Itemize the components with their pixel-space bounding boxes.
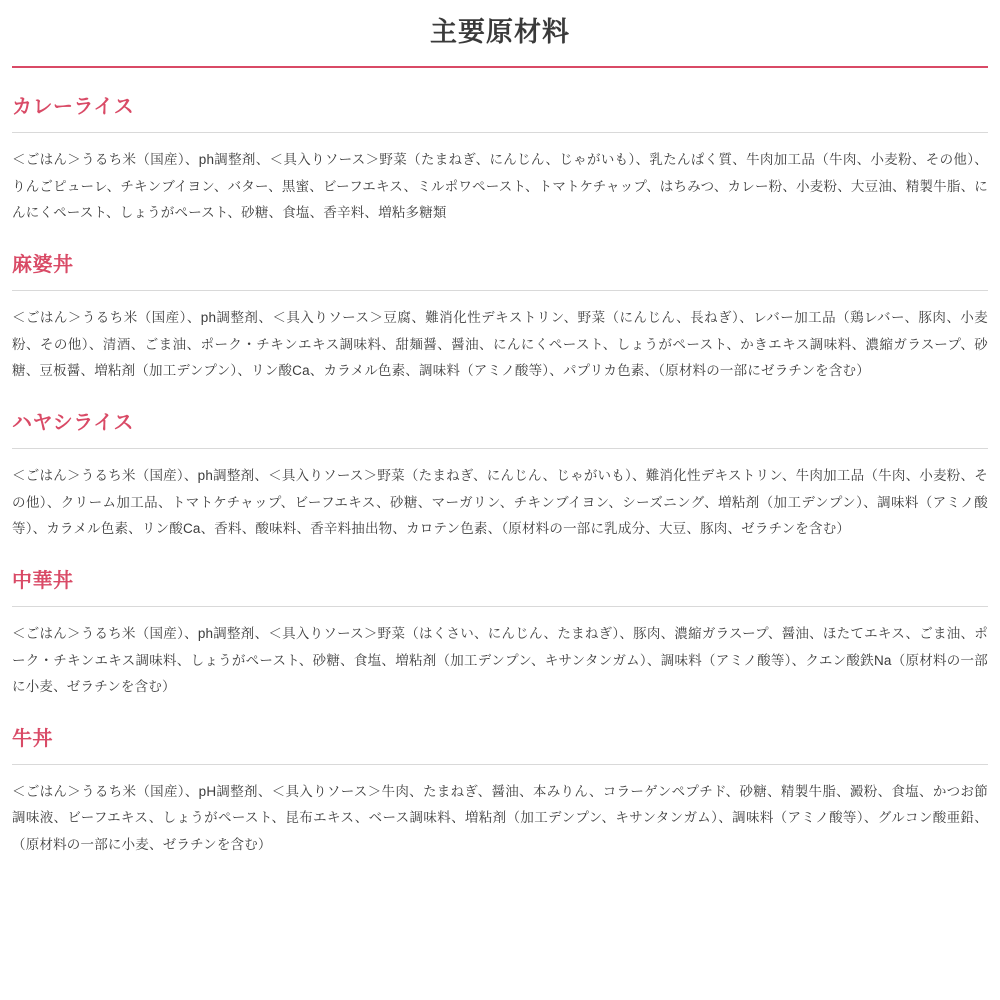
section-mabo-don [12,252,988,384]
section-heading: 麻婆丼 [12,254,74,277]
document-page [0,16,1000,894]
page-title: 主要原材料 [430,17,570,47]
section-divider [12,764,988,765]
section-body: ＜ごはん＞うるち米（国産）、ph調整剤、＜具入りソース＞野菜（たまねぎ、にんじん、じゃがいも）、難消化性デキストリン、牛肉加工品（牛肉、小麦粉、その他）、クリーム加工品、トマトケチャップ、ビーフエキス、砂糖、マーガリン、チキンブイヨン、シーズニング、増粘剤（加工デンプン）、調味料（アミノ酸等）、カラメル色素、リン酸Ca、香料、酸味料、香辛料抽出物、カロテン色素、（原材料の一部に乳成分、大豆、豚肉、ゼラチンを含む） [12,468,988,536]
section-heading: カレーライス [12,96,135,119]
section-divider [12,132,988,133]
section-body: ＜ごはん＞うるち米（国産）、ph調整剤、＜具入りソース＞野菜（はくさい、にんじん、たまねぎ）、豚肉、濃縮ガラスープ、醤油、ほたてエキス、ごま油、ポーク・チキンエキス調味料、しょうがペースト、砂糖、食塩、増粘剤（加工デンプン、キサンタンガム）、調味料（アミノ酸等）、クエン酸鉄Na（原材料の一部に小麦、ゼラチンを含む） [12,626,988,694]
section-curry-rice [12,94,988,226]
section-divider [12,448,988,449]
section-divider [12,606,988,607]
section-chuka-don [12,568,988,700]
section-heading: 中華丼 [12,570,74,593]
section-gyudon [12,726,988,858]
section-hayashi-rice [12,410,988,542]
title-divider [12,66,988,68]
section-heading: ハヤシライス [12,412,134,435]
section-heading: 牛丼 [12,728,53,751]
section-body: ＜ごはん＞うるち米（国産）、ph調整剤、＜具入りソース＞野菜（たまねぎ、にんじん、じゃがいも）、乳たんぱく質、牛肉加工品（牛肉、小麦粉、その他）、りんごピューレ、チキンブイヨン、バター、黒蜜、ビーフエキス、ミルポワペースト、トマトケチャップ、はちみつ、カレー粉、小麦粉、大豆油、精製牛脂、にんにくペースト、しょうがペースト、砂糖、食塩、香辛料、増粘多糖類 [12,152,988,221]
section-divider [12,290,988,291]
section-body: ＜ごはん＞うるち米（国産）、pH調整剤、＜具入りソース＞牛肉、たまねぎ、醤油、本みりん、コラーゲンペプチド、砂糖、精製牛脂、澱粉、食塩、かつお節調味液、ビーフエキス、しょうがペースト、昆布エキス、ベース調味料、増粘剤（加工デンプン、キサンタンガム）、調味料（アミノ酸等）、グルコン酸亜鉛、（原材料の一部に小麦、ゼラチンを含む） [12,784,988,852]
section-body: ＜ごはん＞うるち米（国産）、ph調整剤、＜具入りソース＞豆腐、難消化性デキストリン、野菜（にんじん、長ねぎ）、レバー加工品（鶏レバー、豚肉、小麦粉、その他）、清酒、ごま油、ポーク・チキンエキス調味料、甜麺醤、醤油、にんにくペースト、しょうがペースト、かきエキス調味料、濃縮ガラスープ、砂糖、豆板醤、増粘剤（加工デンプン）、リン酸Ca、カラメル色素、調味料（アミノ酸等）、パプリカ色素、（原材料の一部にゼラチンを含む） [12,310,988,378]
